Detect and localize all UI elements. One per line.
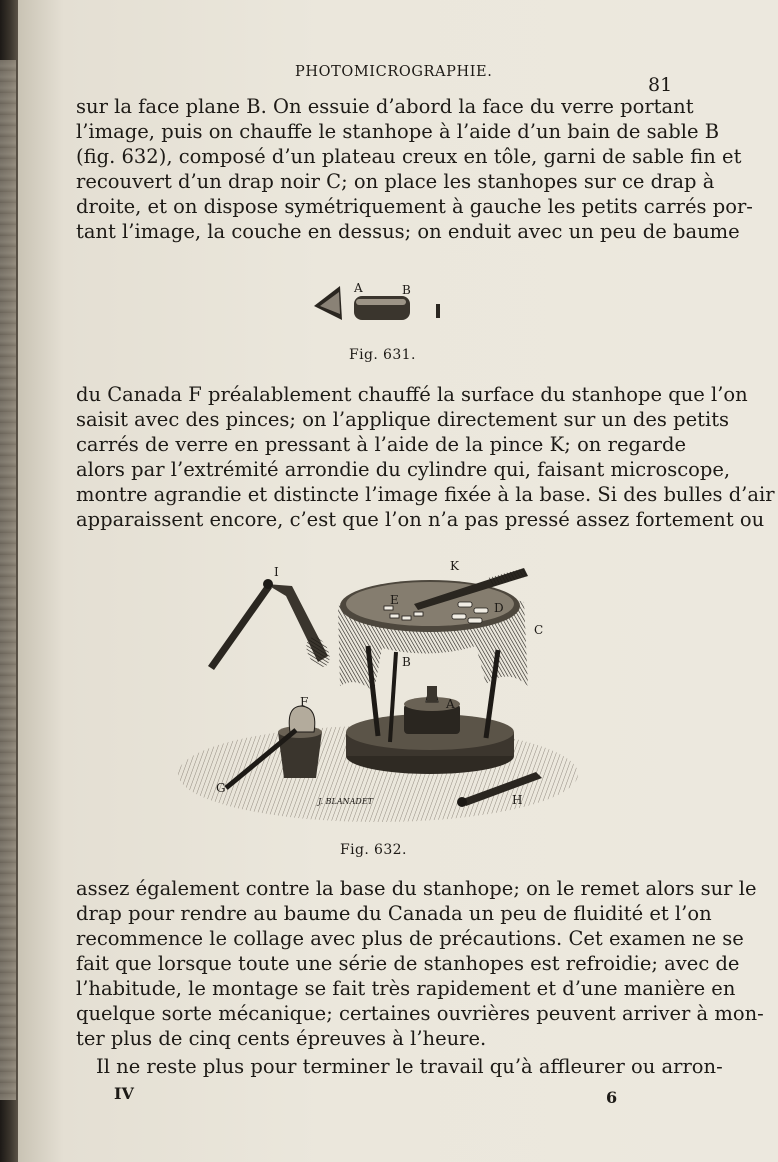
label-g: G [216, 781, 226, 795]
label-c: C [534, 623, 544, 637]
label-d: D [494, 601, 504, 615]
sheet-number: 6 [606, 1088, 618, 1107]
text-line: l’image, puis on chauffe le stanhope à l’aide d’un bain de sable B [76, 120, 720, 143]
facing-page-edge [0, 60, 16, 1100]
text-line: fait que lorsque toute une série de stanhopes est refroidie; avec de [76, 952, 740, 975]
label-f: F [300, 695, 309, 709]
text-line: alors par l’extrémité arrondie du cylindre qui, faisant microscope, [76, 458, 731, 481]
paragraph-1 [76, 94, 753, 244]
text-line: du Canada F préalablement chauffé la surface du stanhope que l’on [76, 383, 748, 406]
text-line: Il ne reste plus pour terminer le travail qu’à affleurer ou arron- [96, 1055, 723, 1078]
stanhope-lens-drawing [314, 286, 342, 320]
text-line: ter plus de cinq cents épreuves à l’heure. [76, 1027, 487, 1050]
figure-631-illustration [306, 272, 456, 332]
text-line: saisit avec des pinces; on l’applique directement sur un des petits [76, 408, 730, 431]
label-i: I [274, 565, 279, 579]
text-line: droite, et on dispose symétriquement à gauche les petits carrés por- [76, 195, 753, 218]
text-line: apparaissent encore, c’est que l’on n’a pas pressé assez fortement ou [76, 508, 765, 531]
text-line: quelque sorte mécanique; certaines ouvrières peuvent arriver à mon- [76, 1002, 764, 1025]
text-line: recommence le collage avec plus de précautions. Cet examen ne se [76, 927, 744, 950]
label-a: A [354, 281, 363, 295]
engraver-signature: J. BLANADET [318, 797, 374, 806]
label-h: H [512, 793, 523, 807]
text-line: carrés de verre en pressant à l’aide de la pince K; on regarde [76, 433, 686, 456]
label-e: E [390, 593, 399, 607]
label-b: B [402, 283, 411, 297]
paragraph-4 [76, 1054, 723, 1079]
glass-square [436, 304, 440, 318]
paragraph-2 [76, 382, 775, 532]
text-line: l’habitude, le montage se fait très rapidement et d’une manière en [76, 977, 736, 1000]
book-page [18, 0, 778, 1162]
text-line: drap pour rendre au baume du Canada un peu de fluidité et l’on [76, 902, 712, 925]
text-line: recouvert d’un drap noir C; on place les stanhopes sur ce drap à [76, 170, 715, 193]
text-line: assez également contre la base du stanhope; on le remet alors sur le [76, 877, 757, 900]
label-a-lamp: A [446, 697, 455, 711]
figure-631-caption: Fig. 631. [349, 347, 416, 363]
text-line: montre agrandie et distincte l’image fixée à la base. Si des bulles d’air [76, 483, 775, 506]
running-head: PHOTOMICROGRAPHIE. [295, 64, 493, 80]
page-number: 81 [648, 74, 673, 96]
figure-632-illustration [168, 556, 588, 834]
signature-mark: IV [114, 1084, 134, 1103]
text-line: sur la face plane B. On essuie d’abord la face du verre portant [76, 95, 694, 118]
tray-with-black-cloth [338, 580, 528, 692]
text-line: tant l’image, la couche en dessus; on enduit avec un peu de baume [76, 220, 740, 243]
paragraph-3 [76, 876, 764, 1051]
text-line: (fig. 632), composé d’un plateau creux en tôle, garni de sable fin et [76, 145, 742, 168]
tongs-i-drawing [208, 579, 334, 671]
label-b-bath: B [402, 655, 411, 669]
label-k: K [450, 559, 459, 573]
figure-632-caption: Fig. 632. [340, 842, 407, 858]
